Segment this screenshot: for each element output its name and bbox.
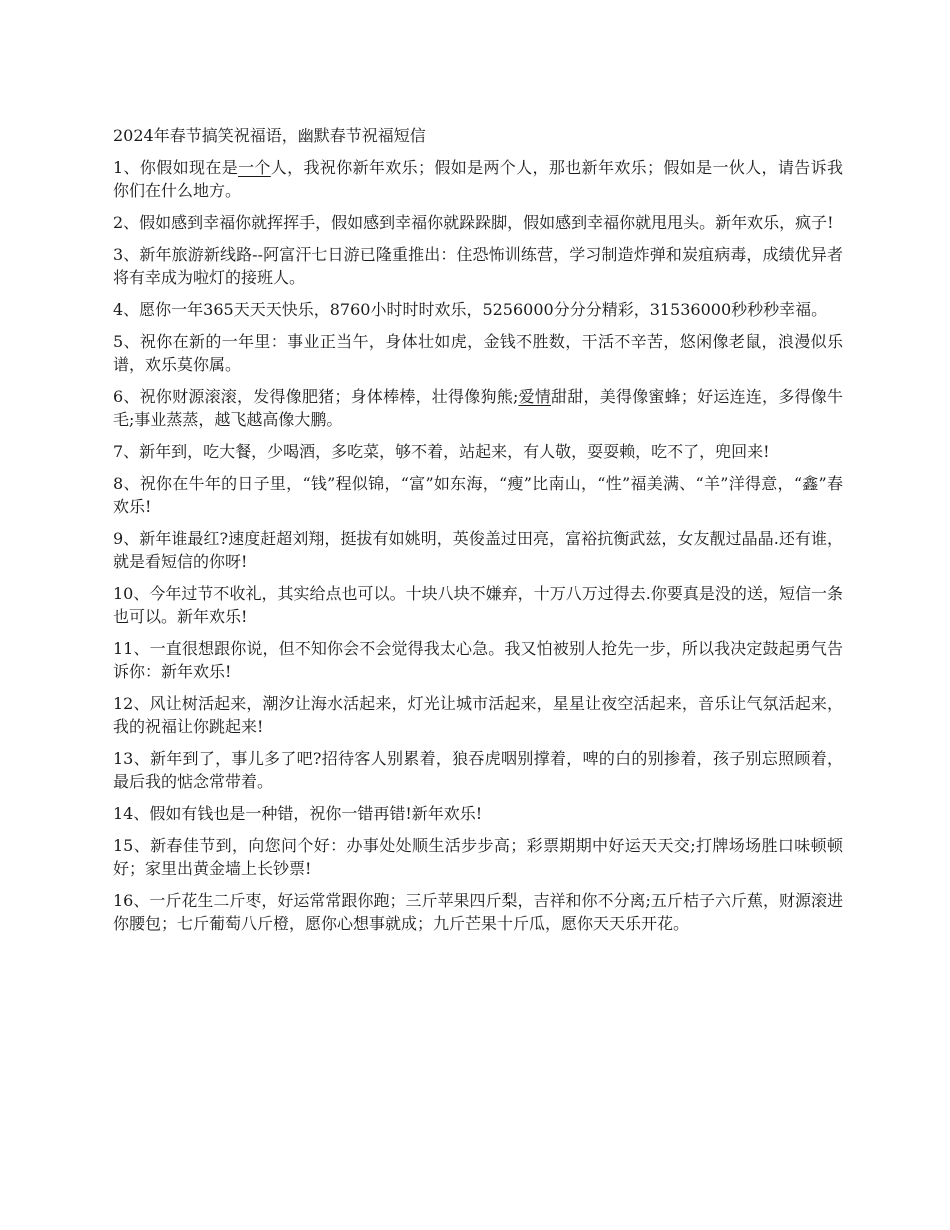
paragraph-text: 11、一直很想跟你说，但不知你会不会觉得我太心急。我又怕被别人抢先一步，所以我决定鼓起勇气告诉你：新年欢乐! xyxy=(113,639,843,681)
paragraph-1 xyxy=(113,156,843,202)
paragraph-16 xyxy=(113,889,843,935)
paragraph-7 xyxy=(113,440,843,463)
paragraph-text: 9、新年谁最红?速度赶超刘翔，挺拔有如姚明，英俊盖过田亮，富裕抗衡武兹，女友靓过晶晶.还有谁，就是看短信的你呀! xyxy=(113,529,843,571)
paragraph-text: 5、祝你在新的一年里：事业正当午，身体壮如虎，金钱不胜数，干活不辛苦，悠闲像老鼠，浪漫似乐谱，欢乐莫你属。 xyxy=(113,332,843,374)
paragraph-text: 1、你假如现在是 xyxy=(113,158,239,177)
paragraph-text: 6、祝你财源滚滚，发得像肥猪；身体棒棒，壮得像狗熊; xyxy=(113,387,519,406)
paragraph-text: 15、新春佳节到，向您问个好：办事处处顺生活步步高；彩票期期中好运天天交;打牌场场胜口味顿顿好；家里出黄金墙上长钞票! xyxy=(113,836,843,878)
paragraph-text: 10、今年过节不收礼，其实给点也可以。十块八块不嫌弃，十万八万过得去.你要真是没的送，短信一条也可以。新年欢乐! xyxy=(113,584,843,626)
paragraph-text: 2、假如感到幸福你就挥挥手，假如感到幸福你就跺跺脚，假如感到幸福你就甩甩头。新年欢乐，疯子! xyxy=(113,213,834,232)
paragraph-text: 甜甜，美得像蜜蜂；好运连连，多得像牛毛;事业蒸蒸，越飞越高像大鹏。 xyxy=(113,387,843,429)
paragraph-text: 16、一斤花生二斤枣，好运常常跟你跑；三斤苹果四斤梨，吉祥和你不分离;五斤桔子六斤蕉，财源滚进你腰包；七斤葡萄八斤橙，愿你心想事就成；九斤芒果十斤瓜，愿你天天乐开花。 xyxy=(113,891,843,933)
paragraph-2 xyxy=(113,211,843,234)
paragraph-14 xyxy=(113,802,843,825)
paragraph-text: 4、愿你一年365天天天快乐，8760小时时时欢乐，5256000分分分精彩，31536000秒秒秒幸福。 xyxy=(113,300,828,319)
paragraph-10 xyxy=(113,582,843,628)
paragraph-9 xyxy=(113,527,843,573)
underlined-link[interactable]: 一个 xyxy=(238,158,271,177)
paragraph-15 xyxy=(113,834,843,880)
document-title: 2024年春节搞笑祝福语，幽默春节祝福短信 xyxy=(113,126,426,145)
paragraph-list xyxy=(113,156,843,935)
paragraph-12 xyxy=(113,692,843,738)
paragraph-8 xyxy=(113,472,843,518)
document-page xyxy=(113,124,843,944)
paragraph-text: 3、新年旅游新线路--阿富汗七日游已隆重推出：住恐怖训练营，学习制造炸弹和炭疽病毒，成绩优异者将有幸成为啦灯的接班人。 xyxy=(113,245,843,287)
paragraph-text: 14、假如有钱也是一种错，祝你一错再错!新年欢乐! xyxy=(113,804,483,823)
paragraph-5 xyxy=(113,330,843,376)
paragraph-text: 8、祝你在牛年的日子里，“钱”程似锦，“富”如东海，“瘦”比南山，“性”福美满、“羊”洋得意，“鑫”春欢乐! xyxy=(113,474,843,516)
paragraph-13 xyxy=(113,747,843,793)
paragraph-text: 7、新年到，吃大餐，少喝酒，多吃菜，够不着，站起来，有人敬，耍耍赖，吃不了，兜回来! xyxy=(113,442,770,461)
paragraph-text: 人，我祝你新年欢乐；假如是两个人，那也新年欢乐；假如是一伙人，请告诉我你们在什么地方。 xyxy=(113,158,843,200)
paragraph-4 xyxy=(113,298,843,321)
paragraph-3 xyxy=(113,243,843,289)
paragraph-6 xyxy=(113,385,843,431)
paragraph-text: 12、风让树活起来，潮汐让海水活起来，灯光让城市活起来，星星让夜空活起来，音乐让气氛活起来，我的祝福让你跳起来! xyxy=(113,694,843,736)
underlined-link[interactable]: 爱情 xyxy=(518,387,552,406)
paragraph-text: 13、新年到了，事儿多了吧?招待客人别累着，狼吞虎咽别撑着，啤的白的别掺着，孩子别忘照顾着，最后我的惦念常带着。 xyxy=(113,749,843,791)
paragraph-11 xyxy=(113,637,843,683)
